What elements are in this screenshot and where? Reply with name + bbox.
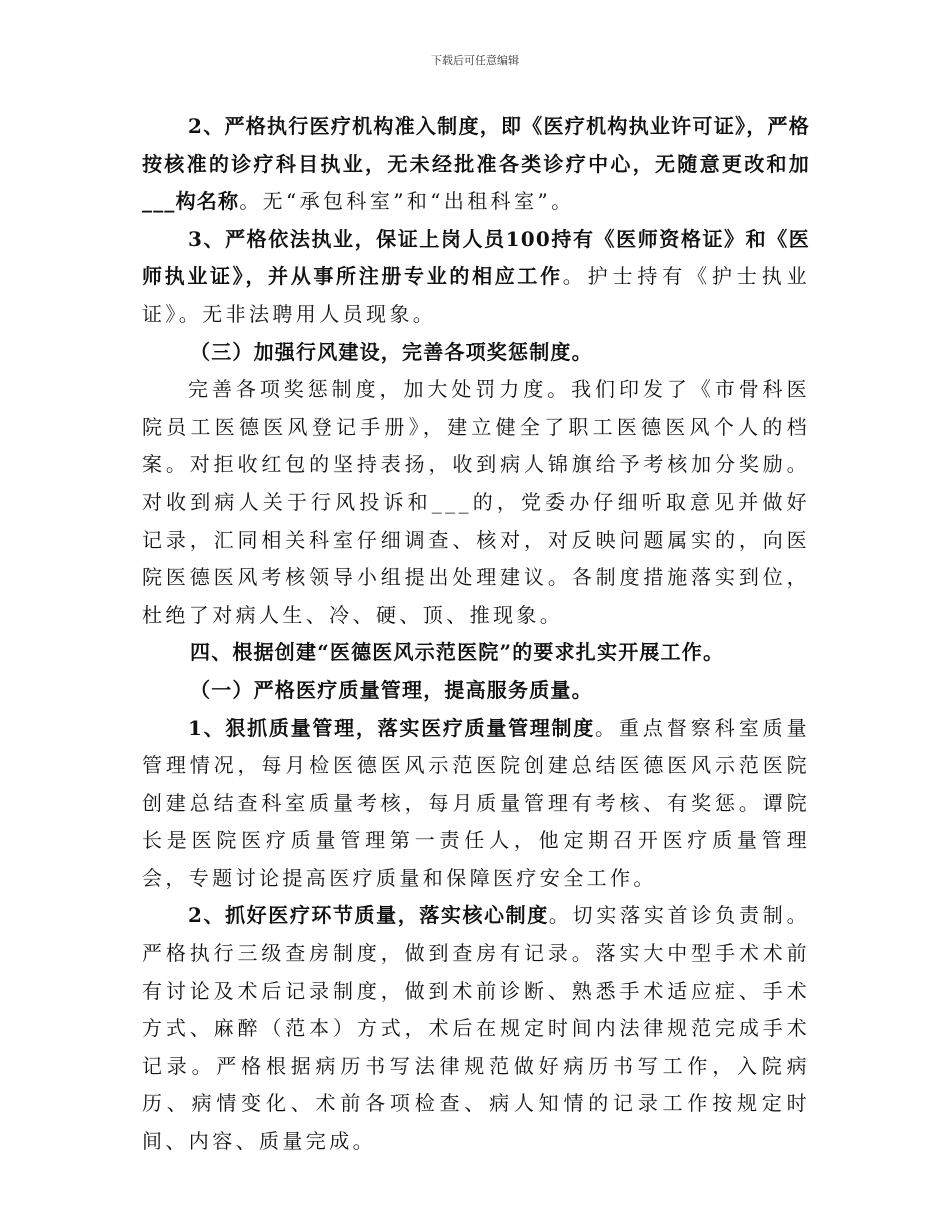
paragraph-rewards-penalties: 完善各项奖惩制度，加大处罚力度。我们印发了《市骨科医院员工医德医风登记手册》，建立健全了职工医德医风个人的档案。对拒收红包的坚持表扬，收到病人锦旗给予考核加分奖励。对收到病人关于行风投诉和___的，党委办仔细听取意见并做好记录，汇同相关科室仔细调查、核对，对反映问题属实的，向医院医德医风考核领导小组提出处理建议。各制度措施落实到位，杜绝了对病人生、冷、硬、顶、推现象。 [142,377,810,627]
section-heading-3: （三）加强行风建设，完善各项奖惩制度。 [190,339,593,364]
paragraph-text: 。切实落实首诊负责制。严格执行三级查房制度，做到查房有记录。落实大中型手术术前有讨论及术后记录制度，做到术前诊断、熟悉手术适应症、手术方式、麻醉（范本）方式，术后在规定时间内法律规范完成手术记录。严格根据病历书写法律规范做好病历书写工作，入院病历、病情变化、术前各项检查、病人知情的记录工作按规定时间、内容、质量完成。 [142,903,810,1154]
chapter-heading-4: 四、根据创建“医德医风示范医院”的要求扎实开展工作。 [190,640,725,665]
paragraph-2-admission-system [142,108,810,221]
paragraph-1-quality-management [142,710,810,898]
bold-lead: 3、严格依法执业，保证上岗人员100持有《医师资格证》和《医师执业证》，并从事所注册专业的相应工作 [142,226,810,289]
bold-lead: 2、抓好医疗环节质量，落实核心制度 [188,903,549,928]
paragraph-text: 。护士持有《护士执业证》。无非法聘用人员现象。 [142,264,810,326]
bold-lead: 2、严格执行医疗机构准入制度，即《医疗机构执业许可证》，严格按核准的诊疗科目执业，无未经批准各类诊疗中心，无随意更改和加___构名称 [142,114,810,214]
paragraph-2-core-systems [142,897,810,1160]
paragraph-3-lawful-practice [142,221,810,334]
paragraph-text: 。无“承包科室”和“出租科室”。 [239,189,575,214]
page-header: 下载后可任意编辑 [431,54,519,67]
section-heading-1: （一）严格医疗质量管理，提高服务质量。 [190,677,593,702]
document-body [142,108,810,1161]
bold-lead: 1、狠抓质量管理，落实医疗质量管理制度 [188,715,596,740]
paragraph-text: 。重点督察科室质量管理情况，每月检医德医风示范医院创建总结医德医风示范医院创建总结查科室质量考核，每月质量管理有考核、有奖惩。谭院长是医院医疗质量管理第一责任人，他定期召开医疗质量管理会，专题讨论提高医疗质量和保障医疗安全工作。 [142,715,810,890]
